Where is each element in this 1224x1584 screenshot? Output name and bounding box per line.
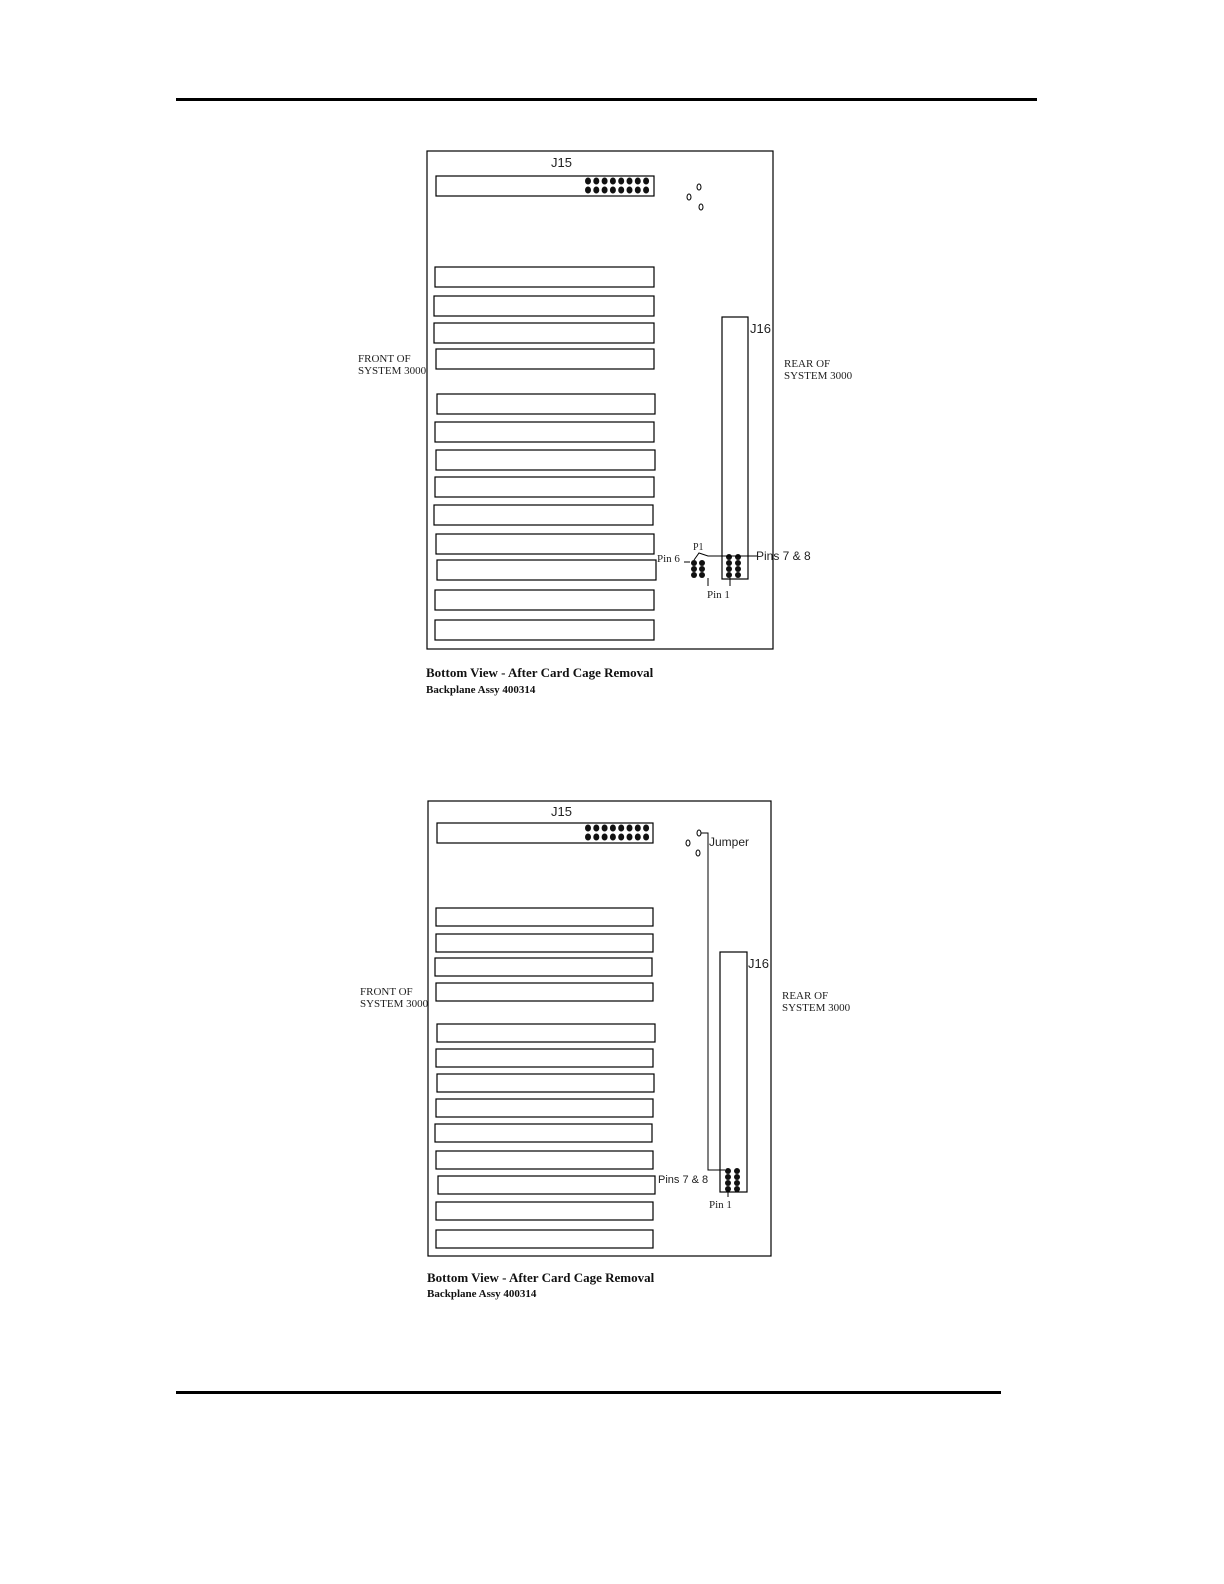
jumper-wire: [701, 833, 725, 1170]
card-slot: [436, 1099, 653, 1117]
pin-dot: [618, 825, 624, 832]
pin-dot: [610, 825, 616, 832]
card-slot: [436, 934, 653, 952]
pin-dot: [734, 1186, 740, 1192]
card-slot: [438, 1176, 655, 1194]
card-slot: [436, 983, 653, 1001]
pin-dot: [593, 834, 599, 841]
pin1-label: Pin 1: [709, 1199, 732, 1211]
front-label: FRONT OF SYSTEM 3000: [360, 986, 429, 1010]
j16-connector: [720, 952, 747, 1192]
rear-label: REAR OF SYSTEM 3000: [782, 990, 851, 1014]
j15-label: J15: [551, 155, 572, 170]
pin-dot: [610, 834, 616, 841]
pin-dot: [734, 1180, 740, 1186]
pin-dot: [734, 1174, 740, 1180]
p1-label: P1: [693, 542, 704, 553]
pin-dot: [635, 834, 641, 841]
pin6-label: Pin 6: [657, 553, 680, 565]
rear-label: REAR OF SYSTEM 3000: [784, 358, 853, 382]
pin-dot: [585, 825, 591, 832]
pin-dot: [643, 825, 649, 832]
pin-dot: [593, 825, 599, 832]
card-slot: [436, 908, 653, 926]
card-slot: [436, 1202, 653, 1220]
card-slot: [436, 1230, 653, 1248]
bottom-rule: [176, 1391, 1001, 1394]
pin-dot: [635, 825, 641, 832]
card-slot: [437, 1024, 655, 1042]
pin-dot: [725, 1174, 731, 1180]
card-slot: [437, 1074, 654, 1092]
card-slot: [436, 1151, 653, 1169]
j16-pins: [725, 1168, 740, 1192]
pin-dot: [734, 1168, 740, 1174]
pins78-label: Pins 7 & 8: [756, 549, 811, 563]
jumper-label: Jumper: [709, 835, 750, 849]
figure-caption: Bottom View - After Card Cage Removal: [427, 1270, 655, 1285]
card-slot: [435, 958, 652, 976]
j15-pins: [585, 825, 649, 841]
pin-dot: [627, 834, 633, 841]
card-slot: [435, 1124, 652, 1142]
pin1-label: Pin 1: [707, 589, 730, 601]
card-slots: [435, 908, 655, 1248]
j15-label: J15: [551, 804, 572, 819]
pin-dot: [602, 834, 608, 841]
pin-dot: [585, 834, 591, 841]
mounting-holes: [686, 830, 701, 856]
pins78-label: Pins 7 & 8: [658, 1174, 709, 1186]
pin-dot: [725, 1180, 731, 1186]
figure-subcaption: Backplane Assy 400314: [427, 1288, 537, 1300]
pin-dot: [602, 825, 608, 832]
front-label: FRONT OF SYSTEM 3000: [358, 353, 427, 377]
pin-dot: [643, 834, 649, 841]
j16-label: J16: [748, 956, 769, 971]
pin-dot: [725, 1168, 731, 1174]
figure-caption: Bottom View - After Card Cage Removal: [426, 665, 654, 680]
pin-dot: [627, 825, 633, 832]
pin-dot: [618, 834, 624, 841]
figure-subcaption: Backplane Assy 400314: [426, 684, 536, 696]
card-slot: [436, 1049, 653, 1067]
j16-label: J16: [750, 321, 771, 336]
